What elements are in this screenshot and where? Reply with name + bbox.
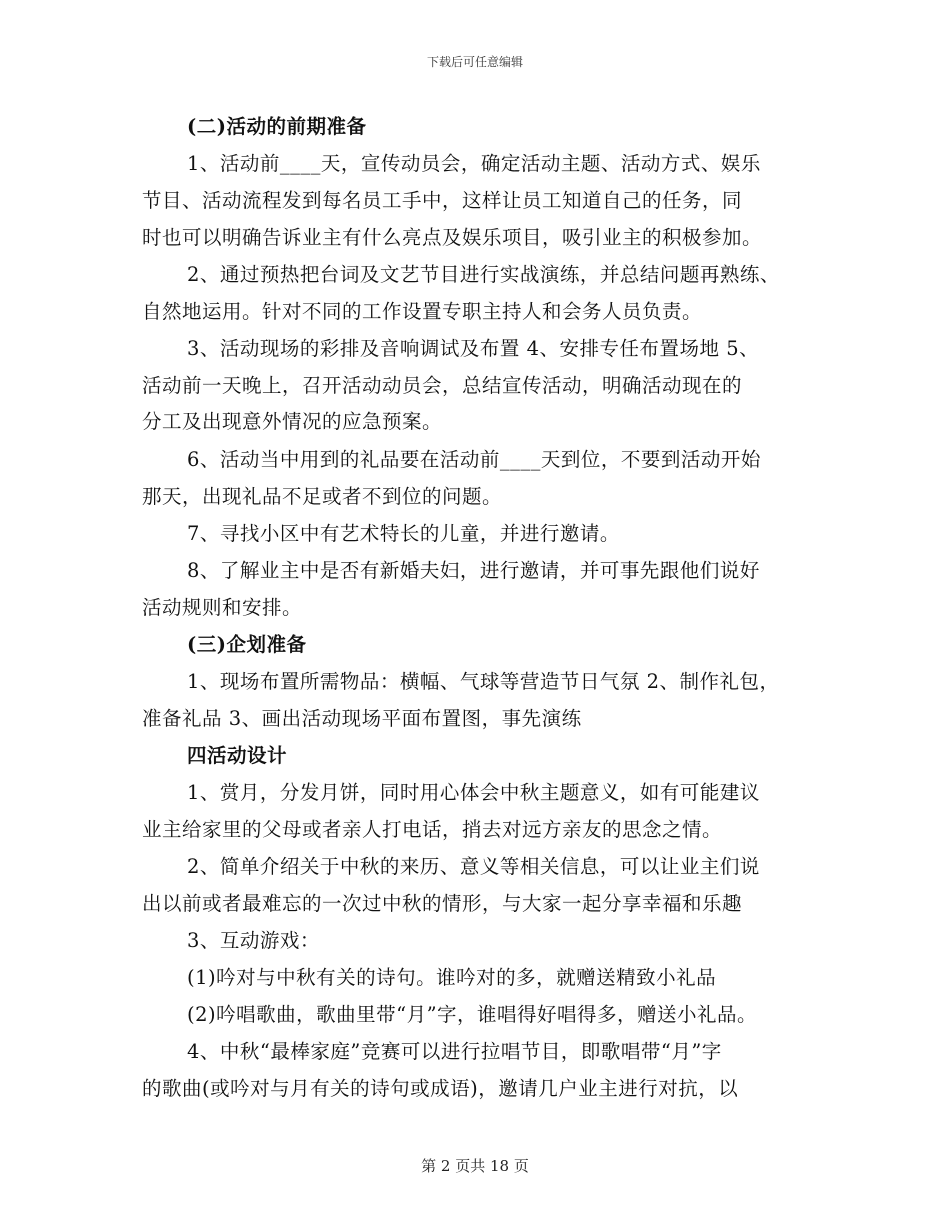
paragraph-line: 6、活动当中用到的礼品要在活动前____天到位，不要到活动开始 — [187, 448, 761, 471]
paragraph-line: 活动前一天晚上，召开活动动员会，总结宣传活动，明确活动现在的 — [142, 374, 743, 397]
paragraph-line: 自然地运用。针对不同的工作设置专职主持人和会务人员负责。 — [142, 300, 703, 323]
paragraph-line: 1、赏月，分发月饼，同时用心体会中秋主题意义，如有可能建议 — [187, 781, 760, 804]
page-header: 下载后可任意编辑 — [426, 55, 523, 69]
paragraph-line: 时也可以明确告诉业主有什么亮点及娱乐项目，吸引业主的积极参加。 — [142, 226, 763, 249]
section-heading: (二)活动的前期准备 — [187, 115, 367, 138]
paragraph-line: 业主给家里的父母或者亲人打电话，捎去对远方亲友的思念之情。 — [142, 818, 723, 841]
section-heading: 四活动设计 — [187, 744, 288, 767]
paragraph-line: 活动规则和安排。 — [142, 596, 303, 619]
paragraph-line: 3、互动游戏： — [187, 929, 320, 952]
paragraph-line: 出以前或者最难忘的一次过中秋的情形，与大家一起分享幸福和乐趣 — [142, 892, 743, 915]
paragraph-line: 2、通过预热把台词及文艺节目进行实战演练，并总结问题再熟练、 — [187, 263, 780, 286]
paragraph-line: 准备礼品 3、画出活动现场平面布置图，事先演练 — [142, 707, 582, 730]
paragraph-line: 的歌曲(或吟对与月有关的诗句或成语)，邀请几户业主进行对抗，以 — [142, 1077, 739, 1100]
paragraph-line: 8、了解业主中是否有新婚夫妇，进行邀请，并可事先跟他们说好 — [187, 559, 760, 582]
paragraph-line: 4、中秋“最棒家庭”竞赛可以进行拉唱节目，即歌唱带“月”字 — [187, 1040, 722, 1063]
paragraph-line: 1、活动前____天，宣传动员会，确定活动主题、活动方式、娱乐 — [187, 152, 761, 175]
paragraph-line: (1)吟对与中秋有关的诗句。谁吟对的多，就赠送精致小礼品 — [187, 966, 717, 989]
paragraph-line: 2、简单介绍关于中秋的来历、意义等相关信息，可以让业主们说 — [187, 855, 760, 878]
page-footer: 第 2 页共 18 页 — [421, 1157, 529, 1175]
paragraph-line: 1、现场布置所需物品：横幅、气球等营造节日气氛 2、制作礼包， — [187, 670, 780, 693]
paragraph-line: 分工及出现意外情况的应急预案。 — [142, 410, 443, 433]
paragraph-line: 节目、活动流程发到每名员工手中，这样让员工知道自己的任务，同 — [142, 189, 743, 212]
section-heading: (三)企划准备 — [187, 633, 307, 656]
paragraph-line: 那天，出现礼品不足或者不到位的问题。 — [142, 485, 503, 508]
paragraph-line: 7、寻找小区中有艺术特长的儿童，并进行邀请。 — [187, 522, 620, 545]
paragraph-line: 3、活动现场的彩排及音响调试及布置 4、安排专任布置场地 5、 — [187, 337, 760, 360]
paragraph-line: (2)吟唱歌曲，歌曲里带“月”字，谁唱得好唱得多，赠送小礼品。 — [187, 1003, 758, 1026]
